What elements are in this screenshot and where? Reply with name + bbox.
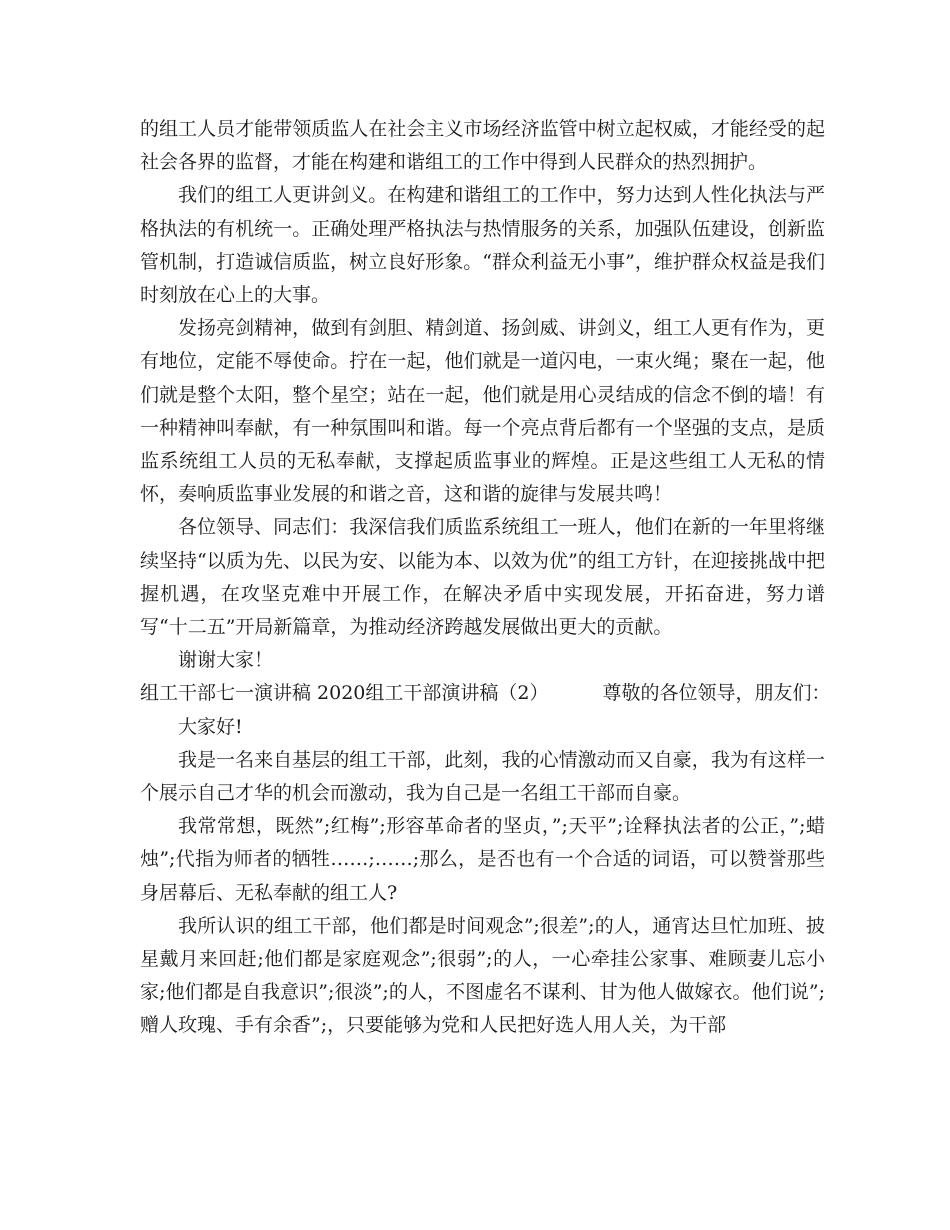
section-title: 组工干部七一演讲稿 2020组工干部演讲稿（2） bbox=[140, 682, 549, 705]
document-body bbox=[140, 113, 831, 1043]
paragraph-metaphors: 我常常想，既然”;红梅”;形容革命者的坚贞，”;天平”;诠释执法者的公正，”;蜡烛”;代指为师者的牺牲……;……;那么，是否也有一个合适的词语，可以赞誉那些身居幕后、无私奉献的组工人? bbox=[140, 815, 825, 904]
salutation: 尊敬的各位领导，朋友们： bbox=[602, 682, 831, 705]
paragraph-sword-justice: 我们的组工人更讲剑义。在构建和谐组工的工作中，努力达到人性化执法与严格执法的有机统一。正确处理严格执法与热情服务的关系，加强队伍建设，创新监管机制，打造诚信质监，树立良好形象。“群众利益无小事”，维护群众权益是我们时刻放在心上的大事。 bbox=[140, 184, 825, 307]
paragraph-cadres-description: 我所认识的组工干部，他们都是时间观念”;很差”;的人，通宵达旦忙加班、披星戴月来回赶;他们都是家庭观念”;很弱”;的人，一心牵挂公家事、难顾妻儿忘小家;他们都是自我意识”;很淡”;的人，不图虚名不谋利、甘为他人做嫁衣。他们说”;赠人玫瑰、手有余香”;，只要能够为党和人民把好选人用人关，为干部 bbox=[140, 914, 825, 1037]
paragraph-continuation: 的组工人员才能带领质监人在社会主义市场经济监管中树立起权威，才能经受的起社会各界的监督，才能在构建和谐组工的工作中得到人民群众的热烈拥护。 bbox=[140, 118, 825, 174]
paragraph-greeting: 大家好! bbox=[178, 715, 243, 738]
paragraph-sword-spirit: 发扬亮剑精神，做到有剑胆、精剑道、扬剑威、讲剑义，组工人更有作为，更有地位，定能不辱使命。拧在一起，他们就是一道闪电，一束火绳；聚在一起，他们就是整个太阳，整个星空；站在一起，他们就是用心灵结成的信念不倒的墙！有一种精神叫奉献，有一种氛围叫和谐。每一个亮点背后都有一个坚强的支点，是质监系统组工人员的无私奉献，支撑起质监事业的辉煌。正是这些组工人无私的情怀，奏响质监事业发展的和谐之音，这和谐的旋律与发展共鸣！ bbox=[140, 317, 825, 506]
paragraph-introduction: 我是一名来自基层的组工干部，此刻，我的心情激动而又自豪，我为有这样一个展示自己才华的机会而激动，我为自己是一名组工干部而自豪。 bbox=[140, 748, 825, 805]
section-heading-line bbox=[140, 677, 831, 710]
paragraph-leaders-address: 各位领导、同志们：我深信我们质监系统组工一班人，他们在新的一年里将继续坚持“以质为先、以民为安、以能为本、以效为优”的组工方针，在迎接挑战中把握机遇，在攻坚克难中开展工作，在解决矛盾中实现发展，开拓奋进，努力谱写“十二五”开局新篇章，为推动经济跨越发展做出更大的贡献。 bbox=[140, 516, 825, 639]
paragraph-thanks: 谢谢大家！ bbox=[178, 649, 274, 672]
